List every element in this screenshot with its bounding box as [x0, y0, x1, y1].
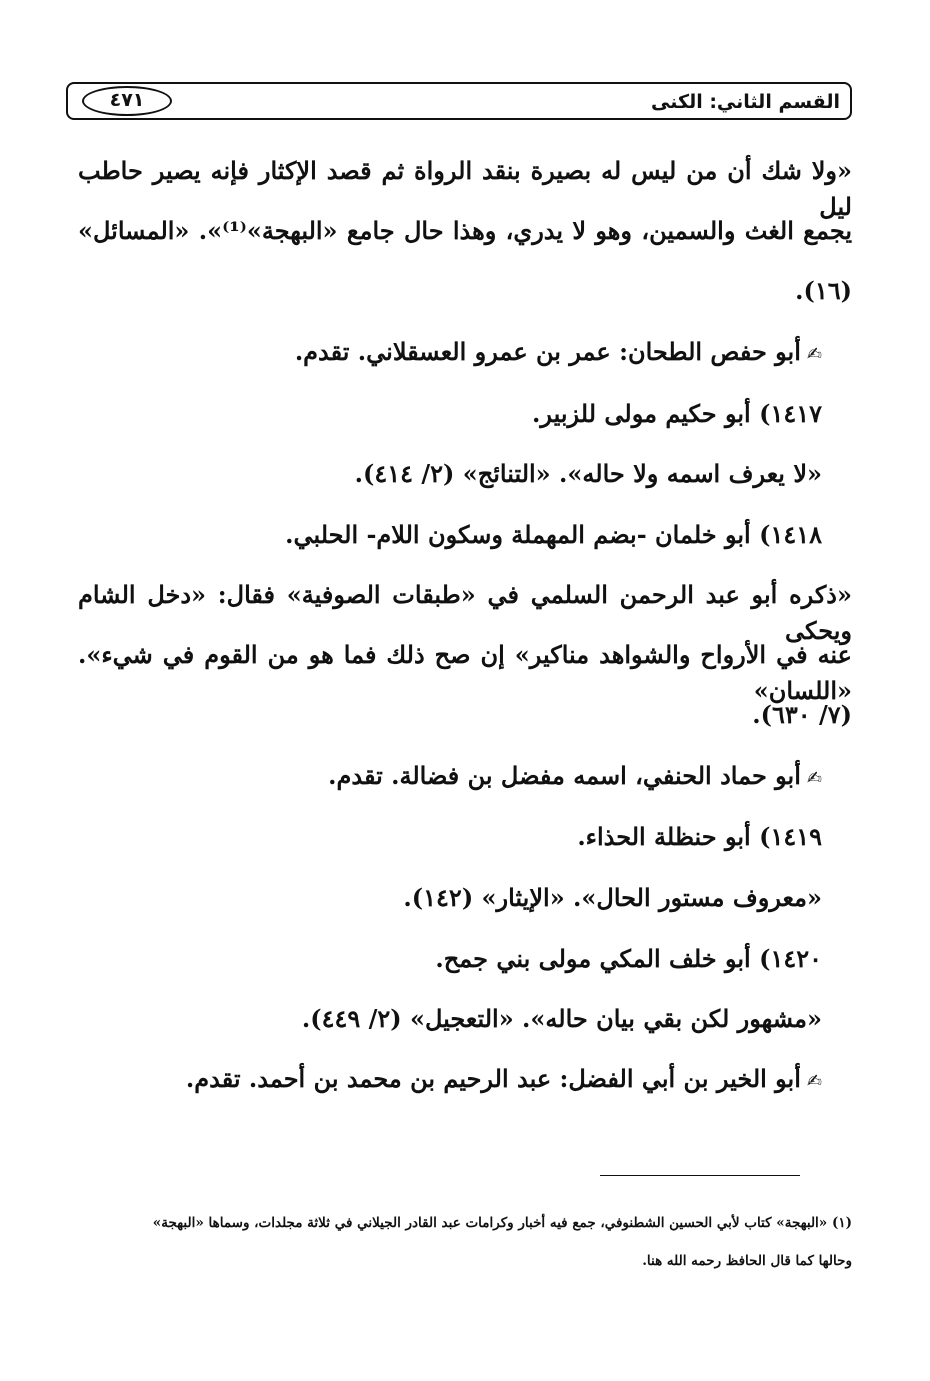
text-line: «ذكره أبو عبد الرحمن السلمي في «طبقات الصوفية» فقال: «دخل الشام ويحكى — [78, 580, 852, 645]
cross-reference — [186, 1061, 822, 1100]
entry-heading: ١٤٢٠) أبو خلف المكي مولى بني جمح. — [435, 944, 822, 973]
section-title: القسم الثاني: الكنى — [651, 91, 840, 113]
entry-heading: ١٤١٨) أبو خلمان -بضم المهملة وسكون اللام- الحلبي. — [285, 520, 822, 549]
text-line: (٧/ ٦٣٠). — [752, 700, 852, 729]
text-line: أبو حفص الطحان: عمر بن عمرو العسقلاني. تقدم. — [294, 337, 801, 366]
entry-heading: ١٤١٧) أبو حكيم مولى للزبير. — [532, 399, 822, 428]
pen-icon: ✍ — [806, 1071, 822, 1092]
footnote-line: وحالها كما قال الحافظ رحمه الله هنا. — [642, 1253, 852, 1269]
pen-icon: ✍ — [806, 768, 822, 789]
cross-reference — [328, 758, 822, 797]
footnote-line: (١) «البهجة» كتاب لأبي الحسين الشطنوفي، جمع فيه أخبار وكرامات عبد القادر الجيلاني في ثلاثة مجلدات، وسماها «البهجة» — [152, 1215, 852, 1231]
page-header — [66, 82, 852, 120]
text-line: «ولا شك أن من ليس له بصيرة بنقد الرواة ثم قصد الإكثار فإنه يصير حاطب ليل — [78, 156, 852, 221]
text-line: (١٦). — [795, 276, 852, 305]
text-line: «مشهور لكن بقي بيان حاله». «التعجيل» (٢/ ٤٤٩). — [301, 1004, 822, 1033]
text-line: عنه في الأرواح والشواهد مناكير» إن صح ذلك فما هو من القوم في شيء». «اللسان» — [78, 640, 852, 705]
page-number-badge: ٤٧١ — [82, 86, 172, 116]
text-line: يجمع الغث والسمين، وهو لا يدري، وهذا حال جامع «البهجة»⁽¹⁾». «المسائل» — [78, 216, 852, 245]
text-line: «معروف مستور الحال». «الإيثار» (١٤٢). — [403, 883, 822, 912]
footnote-separator — [600, 1175, 800, 1176]
text-line: «لا يعرف اسمه ولا حاله». «التنائج» (٢/ ٤١٤). — [354, 459, 822, 488]
entry-heading: ١٤١٩) أبو حنظلة الحذاء. — [577, 822, 822, 851]
text-line: أبو الخير بن أبي الفضل: عبد الرحيم بن محمد بن أحمد. تقدم. — [185, 1064, 801, 1093]
pen-icon: ✍ — [806, 344, 822, 365]
text-line: أبو حماد الحنفي، اسمه مفضل بن فضالة. تقدم. — [328, 761, 801, 790]
cross-reference — [295, 334, 822, 373]
